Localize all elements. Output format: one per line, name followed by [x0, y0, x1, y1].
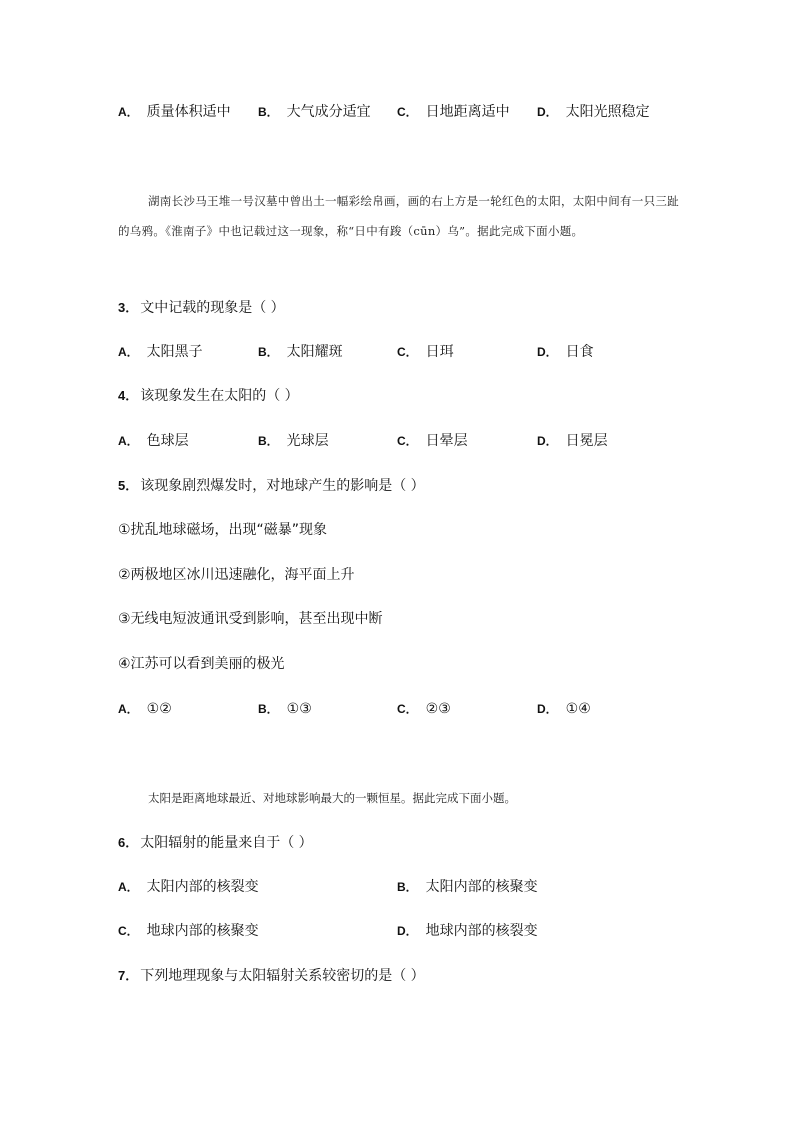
option-text: 太阳耀斑 — [286, 344, 343, 360]
question-stem: 文中记载的现象是（ ） — [140, 300, 285, 316]
question-stem: 太阳辐射的能量来自于（ ） — [140, 835, 313, 851]
option-letter: D． — [537, 345, 558, 359]
option-text: 色球层 — [146, 433, 189, 449]
question-number: 4． — [118, 388, 139, 403]
option-text: 大气成分适宜 — [286, 104, 371, 120]
option-text: 光球层 — [286, 433, 329, 449]
option-text: ①④ — [565, 701, 591, 717]
q4-option-d — [537, 431, 608, 451]
option-letter: D． — [537, 105, 558, 119]
option-letter: A． — [118, 345, 139, 359]
option-text: 日珥 — [425, 344, 454, 360]
option-text: 太阳黑子 — [146, 344, 203, 360]
question-stem: 该现象发生在太阳的（ ） — [140, 388, 299, 404]
option-letter: D． — [537, 434, 558, 448]
q2-option-c — [397, 102, 510, 122]
option-letter: B． — [397, 880, 418, 894]
q2-option-a — [118, 102, 231, 122]
q5-statement-3: ③无线电短波通讯受到影响，甚至出现中断 — [118, 611, 383, 627]
option-letter: A． — [118, 702, 139, 716]
option-letter: C． — [397, 105, 418, 119]
option-letter: B． — [258, 702, 279, 716]
option-text: ①② — [146, 701, 172, 717]
option-letter: C． — [397, 434, 418, 448]
option-letter: A． — [118, 880, 139, 894]
option-text: 日冕层 — [565, 433, 608, 449]
q4-option-c — [397, 431, 468, 451]
option-letter: C． — [397, 345, 418, 359]
option-letter: C． — [397, 702, 418, 716]
q6-option-d — [397, 921, 538, 941]
q2-option-b — [258, 102, 371, 122]
option-text: 地球内部的核裂变 — [425, 923, 538, 939]
question-stem: 下列地理现象与太阳辐射关系较密切的是（ ） — [140, 968, 425, 984]
reading-passage-1: 湖南长沙马王堆一号汉墓中曾出土一幅彩绘帛画，画的右上方是一轮红色的太阳，太阳中间有一只三趾的乌鸦。《淮南子》中也记载过这一现象，称“日中有踆（cūn）乌”。据此完成下面小题。 — [118, 194, 679, 238]
q3-option-b — [258, 342, 343, 362]
option-letter: C． — [118, 924, 139, 938]
option-letter: B． — [258, 345, 279, 359]
option-text: 太阳内部的核聚变 — [425, 879, 538, 895]
q5-statement-1: ①扰乱地球磁场，出现“磁暴”现象 — [118, 522, 328, 538]
reading-passage-2: 太阳是距离地球最近、对地球影响最大的一颗恒星。据此完成下面小题。 — [148, 791, 516, 805]
q5-option-c — [397, 699, 451, 719]
question-6 — [118, 833, 313, 853]
option-letter: A． — [118, 434, 139, 448]
option-text: 日地距离适中 — [425, 104, 510, 120]
question-number: 7． — [118, 968, 139, 983]
option-text: 太阳光照稳定 — [565, 104, 650, 120]
q5-option-d — [537, 699, 591, 719]
question-number: 3． — [118, 300, 139, 315]
q3-option-c — [397, 342, 454, 362]
option-letter: D． — [537, 702, 558, 716]
q2-option-d — [537, 102, 650, 122]
option-text: 太阳内部的核裂变 — [146, 879, 259, 895]
q6-option-a — [118, 877, 259, 897]
q5-option-b — [258, 699, 312, 719]
question-number: 5． — [118, 478, 139, 493]
q5-option-a — [118, 699, 172, 719]
q5-statement-4: ④江苏可以看到美丽的极光 — [118, 656, 285, 672]
option-letter: B． — [258, 105, 279, 119]
q3-option-d — [537, 342, 594, 362]
question-stem: 该现象剧烈爆发时，对地球产生的影响是（ ） — [140, 478, 425, 494]
option-letter: B． — [258, 434, 279, 448]
option-text: 日晕层 — [425, 433, 468, 449]
question-3 — [118, 298, 285, 318]
option-text: 日食 — [565, 344, 594, 360]
q6-option-b — [397, 877, 538, 897]
option-text: ①③ — [286, 701, 312, 717]
q6-option-c — [118, 921, 259, 941]
q3-option-a — [118, 342, 203, 362]
option-text: ②③ — [425, 701, 451, 717]
q4-option-b — [258, 431, 329, 451]
option-letter: A． — [118, 105, 139, 119]
question-number: 6． — [118, 835, 139, 850]
q5-statement-2: ②两极地区冰川迅速融化，海平面上升 — [118, 567, 355, 583]
question-5 — [118, 476, 425, 496]
question-7 — [118, 966, 425, 986]
option-letter: D． — [397, 924, 418, 938]
option-text: 质量体积适中 — [146, 104, 231, 120]
q4-option-a — [118, 431, 189, 451]
question-4 — [118, 386, 299, 406]
option-text: 地球内部的核聚变 — [146, 923, 259, 939]
